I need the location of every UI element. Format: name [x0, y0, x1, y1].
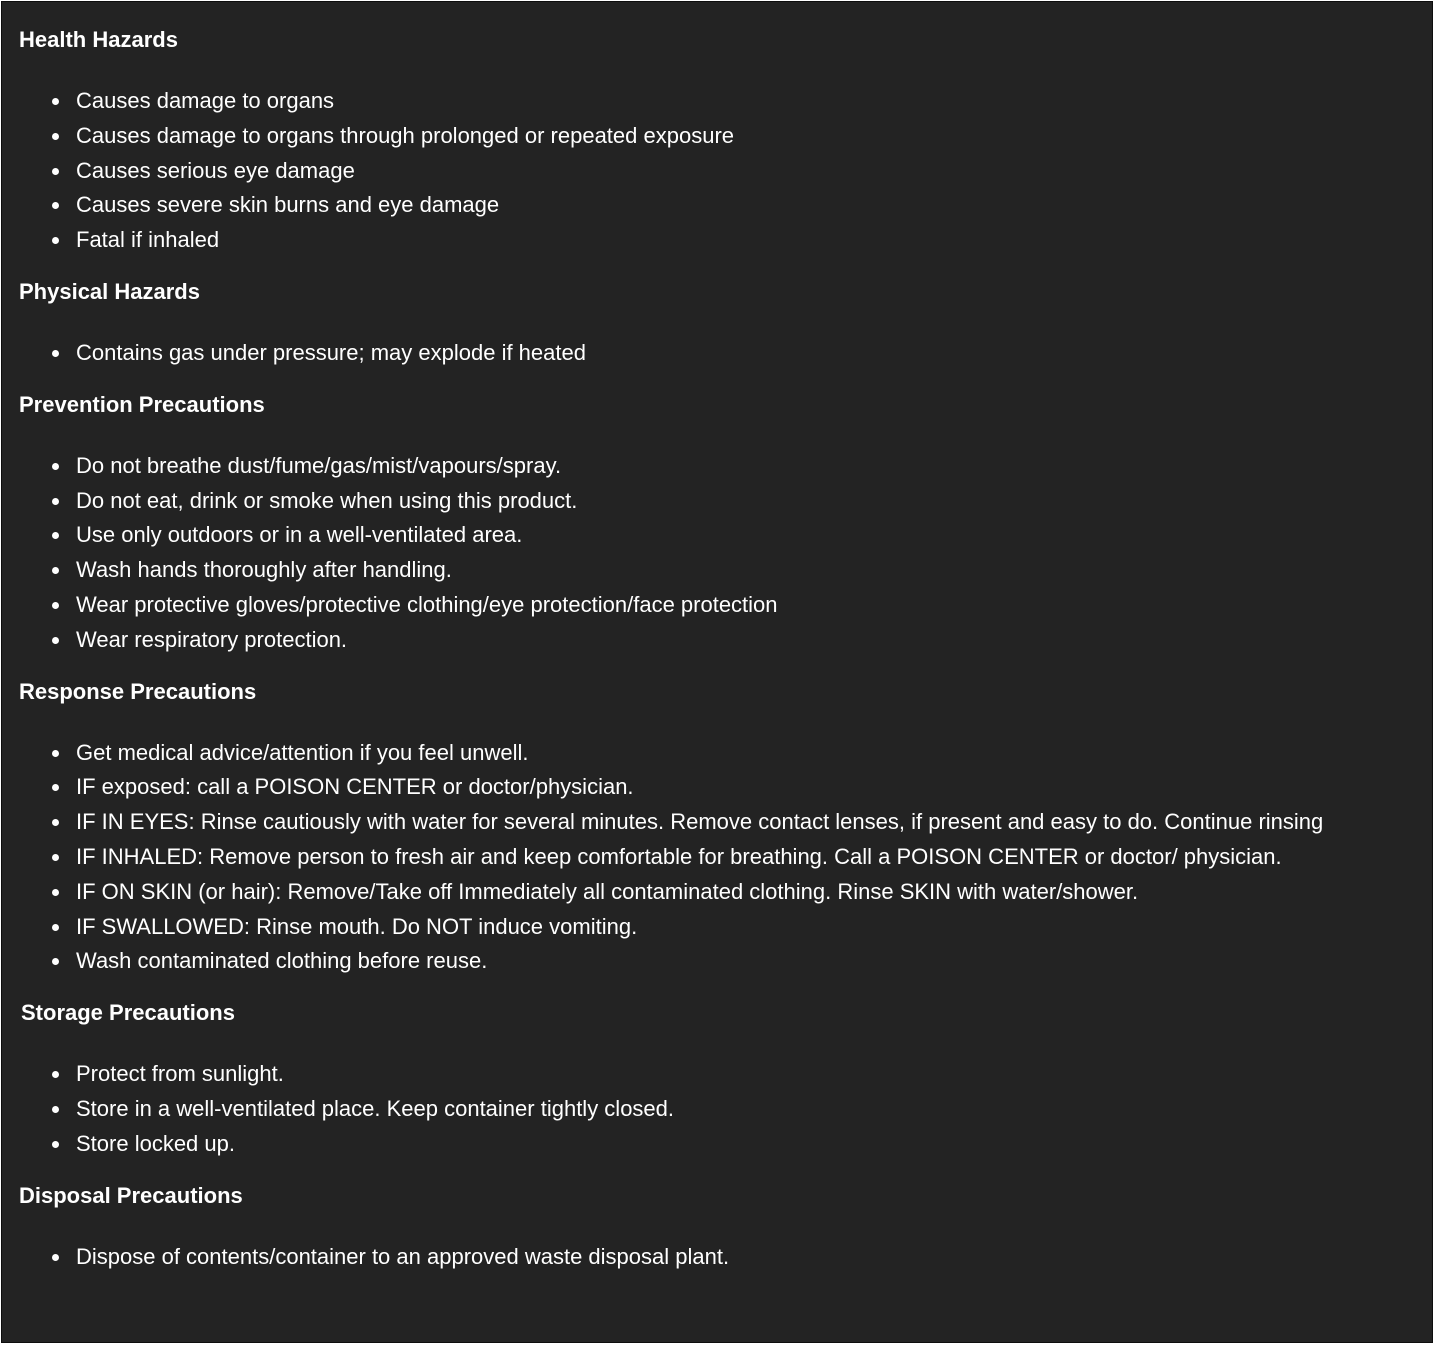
list-item: IF INHALED: Remove person to fresh air and keep comfortable for breathing. Call a POISON CENTER or doctor/ physician. — [19, 840, 1432, 875]
bullet-icon — [52, 819, 59, 826]
bullet-icon — [52, 1071, 59, 1078]
list-item: Causes severe skin burns and eye damage — [19, 188, 1432, 223]
bullet-icon — [52, 602, 59, 609]
list-item: Causes damage to organs through prolonged or repeated exposure — [19, 119, 1432, 154]
list-item: Get medical advice/attention if you feel unwell. — [19, 736, 1432, 771]
section-physical-hazards — [19, 278, 1432, 371]
bullet-icon — [52, 637, 59, 644]
list-item: Do not breathe dust/fume/gas/mist/vapours/spray. — [19, 449, 1432, 484]
list-item: IF IN EYES: Rinse cautiously with water for several minutes. Remove contact lenses, if present and easy to do. Continue rinsing — [19, 805, 1432, 840]
bullet-icon — [52, 1254, 59, 1261]
list-item: IF exposed: call a POISON CENTER or doctor/physician. — [19, 770, 1432, 805]
item-list — [19, 1057, 1432, 1161]
list-item: IF ON SKIN (or hair): Remove/Take off Immediately all contaminated clothing. Rinse SKIN with water/shower. — [19, 875, 1432, 910]
list-item: Wash hands thoroughly after handling. — [19, 553, 1432, 588]
item-list — [19, 449, 1432, 658]
section-heading: Physical Hazards — [19, 278, 200, 304]
bullet-icon — [52, 567, 59, 574]
section-heading: Response Precautions — [19, 678, 257, 704]
bullet-icon — [52, 202, 59, 209]
section-disposal-precautions — [19, 1182, 1432, 1275]
list-item: Wear protective gloves/protective clothing/eye protection/face protection — [19, 588, 1432, 623]
bullet-icon — [52, 350, 59, 357]
hazard-panel — [1, 1, 1433, 1343]
bullet-icon — [52, 750, 59, 757]
section-health-hazards — [19, 26, 1432, 258]
section-response-precautions — [19, 678, 1432, 980]
bullet-icon — [52, 463, 59, 470]
list-item: Dispose of contents/container to an approved waste disposal plant. — [19, 1240, 1432, 1275]
section-prevention-precautions — [19, 391, 1432, 658]
section-heading: Storage Precautions — [21, 1000, 235, 1026]
bullet-icon — [52, 924, 59, 931]
item-list — [19, 84, 1432, 258]
bullet-icon — [52, 133, 59, 140]
bullet-icon — [52, 498, 59, 505]
list-item: Causes serious eye damage — [19, 154, 1432, 189]
bullet-icon — [52, 98, 59, 105]
bullet-icon — [52, 1106, 59, 1113]
bullet-icon — [52, 237, 59, 244]
list-item: Contains gas under pressure; may explode if heated — [19, 336, 1432, 371]
section-heading: Health Hazards — [19, 27, 178, 52]
list-item: IF SWALLOWED: Rinse mouth. Do NOT induce vomiting. — [19, 910, 1432, 945]
list-item: Causes damage to organs — [19, 84, 1432, 119]
bullet-icon — [52, 168, 59, 175]
section-storage-precautions — [19, 999, 1432, 1161]
list-item: Wear respiratory protection. — [19, 623, 1432, 658]
list-item: Fatal if inhaled — [19, 223, 1432, 258]
section-heading: Disposal Precautions — [19, 1182, 243, 1208]
bullet-icon — [52, 532, 59, 539]
bullet-icon — [52, 889, 59, 896]
bullet-icon — [52, 784, 59, 791]
list-item: Use only outdoors or in a well-ventilated area. — [19, 518, 1432, 553]
bullet-icon — [52, 854, 59, 861]
list-item: Store in a well-ventilated place. Keep container tightly closed. — [19, 1092, 1432, 1127]
item-list — [19, 336, 1432, 371]
list-item: Wash contaminated clothing before reuse. — [19, 944, 1432, 979]
section-heading: Prevention Precautions — [19, 391, 265, 417]
list-item: Do not eat, drink or smoke when using this product. — [19, 484, 1432, 519]
list-item: Protect from sunlight. — [19, 1057, 1432, 1092]
bullet-icon — [52, 1141, 59, 1148]
item-list — [19, 736, 1432, 980]
bullet-icon — [52, 958, 59, 965]
item-list — [19, 1240, 1432, 1275]
list-item: Store locked up. — [19, 1127, 1432, 1162]
